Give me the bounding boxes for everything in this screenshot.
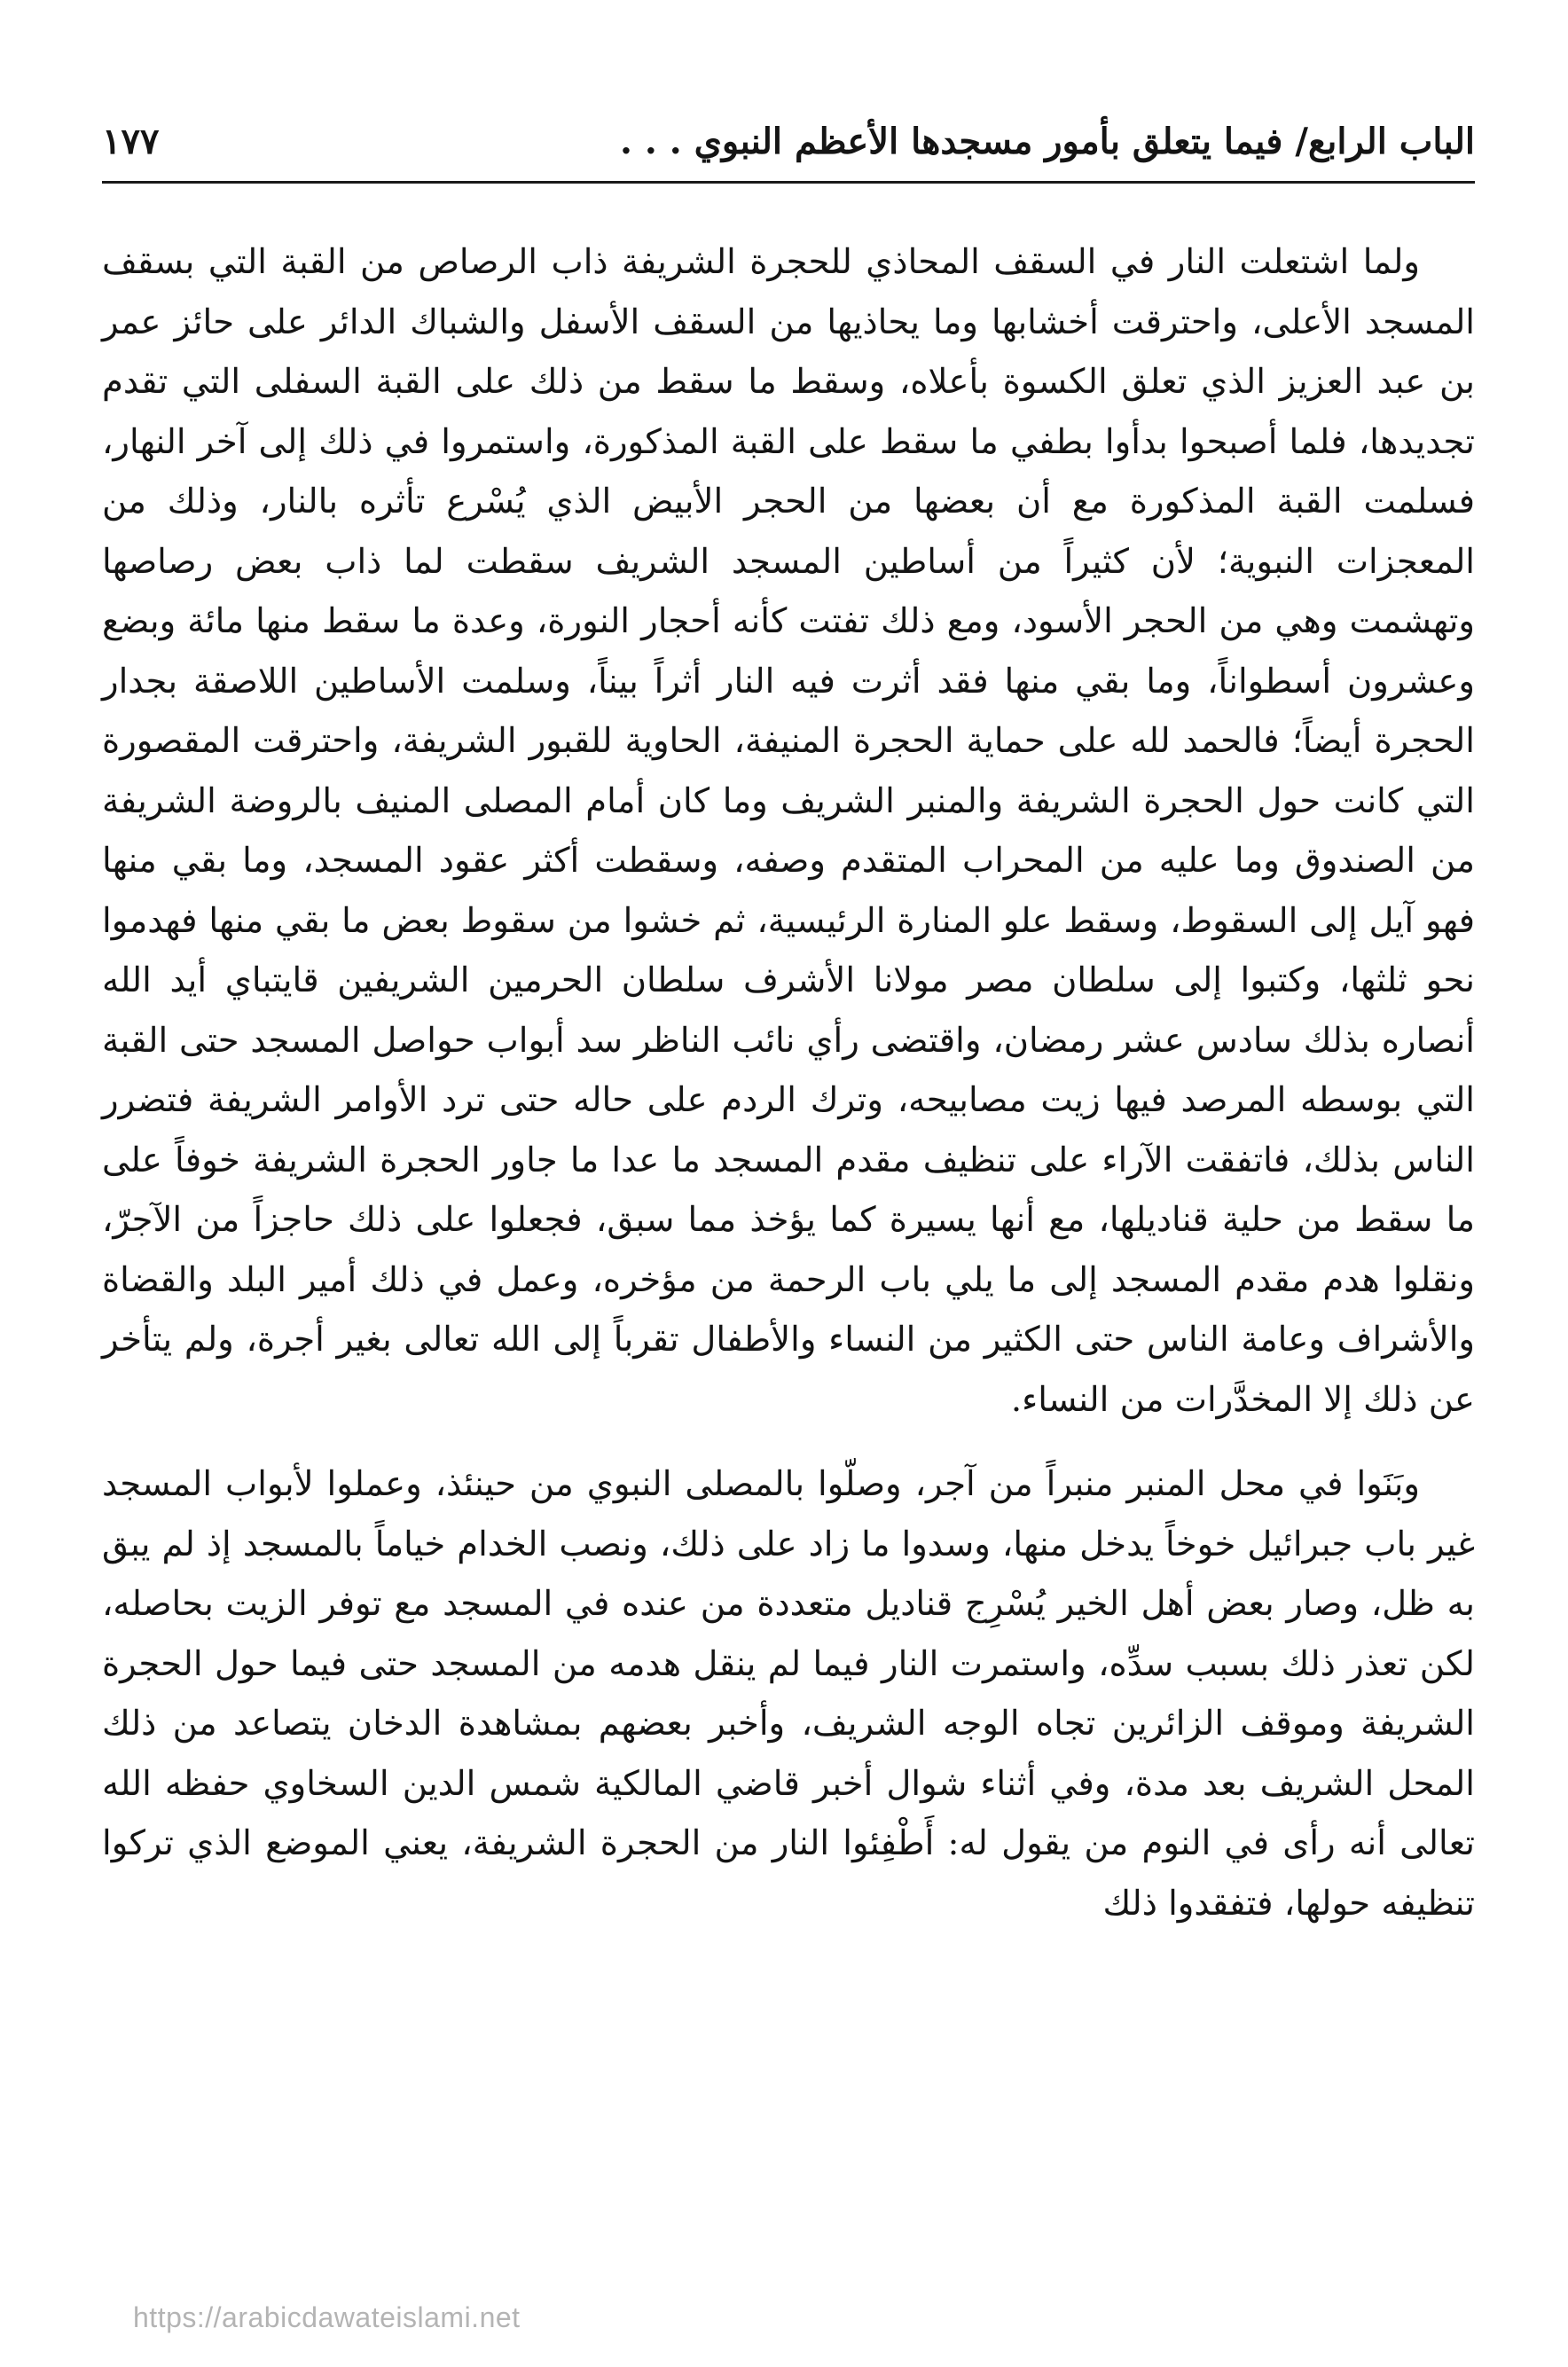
body-text <box>102 232 1475 1933</box>
paragraph-2: وبَنَوا في محل المنبر منبراً من آجر، وصلّوا بالمصلى النبوي من حينئذ، وعملوا لأبواب المسجد غير باب جبرائيل خوخاً يدخل منها، وسدوا ما زاد على ذلك، ونصب الخدام خياماً بالمسجد إذ لم يبق به ظل، وصار بعض أهل الخير يُسْرِج قناديل متعددة من عنده في المسجد مع توفر الزيت بحاصله، لكن تعذر ذلك بسبب سدِّه، واستمرت النار فيما لم ينقل هدمه من المسجد حتى فيما حول الحجرة الشريفة وموقف الزائرين تجاه الوجه الشريف، وأخبر بعضهم بمشاهدة الدخان يتصاعد من ذلك المحل الشريف بعد مدة، وفي أثناء شوال أخبر قاضي المالكية شمس الدين السخاوي حفظه الله تعالى أنه رأى في النوم من يقول له: أَطْفِئوا النار من الحجرة الشريفة، يعني الموضع الذي تركوا تنظيفه حولها، فتفقدوا ذلك <box>102 1464 1475 1924</box>
paragraph-1: ولما اشتعلت النار في السقف المحاذي للحجرة الشريفة ذاب الرصاص من القبة التي بسقف المسجد الأعلى، واحترقت أخشابها وما يحاذيها من السقف الأسفل والشباك الدائر على حائز عمر بن عبد العزيز الذي تعلق الكسوة بأعلاه، وسقط ما سقط من ذلك على القبة السفلى التي تقدم تجديدها، فلما أصبحوا بدأوا بطفي ما سقط على القبة المذكورة، واستمروا في ذلك إلى آخر النهار، فسلمت القبة المذكورة مع أن بعضها من الحجر الأبيض الذي يُسْرع تأثره بالنار، وذلك من المعجزات النبوية؛ لأن كثيراً من أساطين المسجد الشريف سقطت لما ذاب بعض رصاصها وتهشمت وهي من الحجر الأسود، ومع ذلك تفتت كأنه أحجار النورة، وعدة ما سقط منها مائة وبضع وعشرون أسطواناً، وما بقي منها فقد أثرت فيه النار أثراً بيناً، وسلمت الأساطين اللاصقة بجدار الحجرة أيضاً؛ فالحمد لله على حماية الحجرة المنيفة، الحاوية للقبور الشريفة، واحترقت المقصورة التي كانت حول الحجرة الشريفة والمنبر الشريف وما كان أمام المصلى المنيف بالروضة الشريفة من الصندوق وما عليه من المحراب المتقدم وصفه، وسقطت أكثر عقود المسجد، وما بقي منها فهو آيل إلى السقوط، وسقط علو المنارة الرئيسية، ثم خشوا من سقوط بعض ما بقي منها فهدموا نحو ثلثها، وكتبوا إلى سلطان مصر مولانا الأشرف سلطان الحرمين الشريفين قايتباي أيد الله أنصاره بذلك سادس عشر رمضان، واقتضى رأي نائب الناظر سد أبواب حواصل المسجد حتى القبة التي بوسطه المرصد فيها زيت مصابيحه، وترك الردم على حاله حتى ترد الأوامر الشريفة فتضرر الناس بذلك، فاتفقت الآراء على تنظيف مقدم المسجد ما عدا ما جاور الحجرة الشريفة خوفاً على ما سقط من حلية قناديلها، مع أنها يسيرة كما يؤخذ مما سبق، فجعلوا على ذلك حاجزاً من الآجرّ، ونقلوا هدم مقدم المسجد إلى ما يلي باب الرحمة من مؤخره، وعمل في ذلك أمير البلد والقضاة والأشراف وعامة الناس حتى الكثير من النساء والأطفال تقرباً إلى الله تعالى بغير أجرة، ولم يتأخر عن ذلك إلا المخدَّرات من النساء. <box>102 242 1475 1420</box>
paragraph-spacer <box>102 1430 1475 1454</box>
running-title: الباب الرابع/ فيما يتعلق بأمور مسجدها الأعظم النبوي . . . <box>620 121 1475 162</box>
page-header <box>102 114 1475 176</box>
watermark-url: https://arabicdawateislami.net <box>133 2301 521 2333</box>
page-number: ١٧٧ <box>102 121 160 162</box>
header-rule <box>102 181 1475 184</box>
